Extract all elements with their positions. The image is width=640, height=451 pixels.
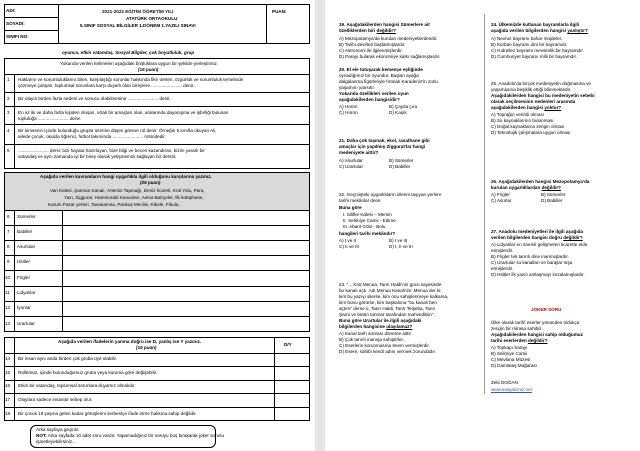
answer-option[interactable]: C) II ve III <box>339 244 359 249</box>
answer-option[interactable]: C) Urartular <box>339 164 363 169</box>
answer-option[interactable]: A) Toprağın verimli olması <box>491 112 545 117</box>
answer-option[interactable]: D) Babiller <box>541 198 563 203</box>
answer-option[interactable]: B) Frigler tek tanrılı dine inanmışlardır. <box>491 254 569 259</box>
negation-keyword: ulaşılamaz? <box>386 324 413 329</box>
question-23-stem: açtım" derse o, Tanrı Haldi, Tanrı Teişeba, Tanrı <box>339 306 436 311</box>
civilization-label: Asurlular <box>17 244 36 249</box>
civilization-points: (25 puan) <box>140 180 161 185</box>
question-21-stem: amaçlar için yapılmış Ziggurat'lar hangi <box>339 144 426 149</box>
word-bank: oyunca, etkin vatandaş, Sosyal Bilgiler, çok boyutluluk, grup <box>62 50 195 55</box>
question-25-stem: aşağıdakilerden hangisi yoktur? <box>491 105 562 110</box>
civilization-table <box>4 210 310 332</box>
fill-in-item-text: çözmeye çalışan, toplumsal sorunlara karşı duyarlı olan bireylere ........................ denir. <box>18 83 195 88</box>
surname-label: SOYADI: <box>6 21 25 26</box>
question-20-stem: yaşamını yansıtır. <box>339 85 375 90</box>
answer-option[interactable]: B) Su kaynaklarının bulunması <box>491 118 554 123</box>
statement-item: III. Abant Gölü - Bolu <box>343 224 386 229</box>
dy-column-header: D/Y <box>284 342 292 347</box>
answer-option[interactable]: D) Hititler ilk yazılı antlaşmayı imzalamışlardır. <box>491 272 585 277</box>
civilization-label: Frigler <box>17 275 31 280</box>
question-number: 1 <box>7 77 10 82</box>
question-20-stem: Yukarıda özellikleri verilen oyun <box>339 91 409 96</box>
question-number: 3 <box>7 110 10 115</box>
question-number: 11 <box>5 290 10 295</box>
question-25-stem: yaşamasına beşiklik ettiği bilinmektedir. <box>491 87 572 92</box>
negation-keyword: değildir? <box>376 28 396 33</box>
question-23-stem: kim bu yazıyı silerse, kim onu sahiplenmeye kalkarsa, <box>339 294 449 299</box>
question-27-stem: 27. Anadolu medeniyetleri ile ilgili aşağıda <box>491 229 583 234</box>
question-23-stem: Şivini ve bütün tanrılar tarafından mahvedilsin". <box>339 312 435 317</box>
answer-option[interactable]: A) Mezopotamya'da kurulan medeniyetlerdendir. <box>339 36 438 41</box>
question-27-stem: verilen bilgilerden hangisi doğru değildir? <box>491 235 583 240</box>
question-26-stem: 26. Aşağıdakilerden hangisi Mezopotamya'da <box>491 179 590 184</box>
answer-option-continued: etmişlerdir. <box>491 248 514 253</box>
question-22-stem: tarihi mekânlar denir. <box>339 198 382 203</box>
exam-title: 5.SINIF SOSYAL BİLGİLER 1.DÖNEM 1.YAZILI SINAVI <box>80 23 196 28</box>
question-22-stem: hangileri tarihi mekândır? <box>339 231 396 236</box>
answer-option[interactable]: A) Frigler <box>491 192 510 197</box>
question-number: 14 <box>5 356 11 361</box>
question-number: 6 <box>7 214 10 219</box>
question-20-stem: 20. El ele tutuşarak kemençe eşliğinde <box>339 67 423 72</box>
question-number: 18 <box>5 411 11 416</box>
note-label: NOT: <box>36 433 47 438</box>
question-number: 5 <box>7 148 10 153</box>
answer-option[interactable]: B) Çayda çıra <box>389 104 418 109</box>
question-19-stem: özelliklerden biri değildir? <box>339 28 396 33</box>
question-23-stem: bilgilerden hangisine ulaşılamaz? <box>339 324 413 329</box>
answer-option[interactable]: B) Tarihi devirleri başlatmışlardır. <box>339 42 406 47</box>
note-text: NOT: Arka sayfada 10 adet soru vardır. Yapamadığınız bir soruyu boş bırakarak joker sorusu <box>36 433 225 438</box>
answer-option[interactable]: C) Urartular su kanalları ve barajlar inşa <box>491 260 573 265</box>
question-number: 4 <box>7 128 10 133</box>
class-no-label: SINIFI NO: <box>6 34 29 39</box>
civilization-label: Hititler <box>17 259 31 264</box>
answer-option[interactable]: D) Damlataş Mağarası <box>491 363 537 368</box>
joker-title: JOKER SORU <box>531 307 562 312</box>
answer-option[interactable]: D) Parayı bularak ekonomiye katkı sağlamışlardır. <box>339 54 441 59</box>
answer-option[interactable]: D) Cumhuriyet bayramı milli bir bayramdır. <box>491 54 578 59</box>
negation-keyword: yanlıştır? <box>567 28 588 33</box>
question-number: 8 <box>7 244 10 249</box>
statement-text: Bir insan aynı anda birden çok gruba üye olabilir. <box>18 356 118 361</box>
question-number: 16 <box>5 383 11 388</box>
fill-in-item-text: Bir kimsenin içinde bulunduğu grupta üzerine düşen göreve rol denir. Örneğin 5.sınıfta okuyan Ali, <box>18 128 217 133</box>
question-19-stem: 19. Aşağıdakilerden hangisi Sümerlere ait <box>339 22 430 27</box>
negation-keyword: değildir? <box>528 338 548 343</box>
answer-option[interactable]: D) Teknolojik çalışmalara uygun olması <box>491 130 571 135</box>
civilization-label: Babiller <box>17 229 33 234</box>
answer-option[interactable]: B) Kurban bayramı dini bir bayramdır. <box>491 42 568 47</box>
answer-option[interactable]: C) Hıdrellez bayramı mevsimlik bir bayramdır. <box>491 48 584 53</box>
exam-page-back <box>325 0 640 451</box>
statement-item: II. Selimiye Camii - Edirne <box>343 218 396 223</box>
question-23-stem: 23. "... Kral Menua, Tanrı Haldi'nin gücü sayesinde <box>339 282 442 287</box>
question-25-stem: 25. Anadolu'da birçok medeniyetin doğmasına ve <box>491 81 591 86</box>
answer-option[interactable]: D) Kaşık <box>389 110 407 115</box>
answer-option[interactable]: B) Selimiye Camii <box>491 351 528 356</box>
fill-in-item-text: Haklarını ve sorumluluklarını bilen, karşılaştığı sorunlar hakkında fikir üreten, özgürlük ve sorumluluk temelinde <box>18 77 244 82</box>
statement-text: Etkin bir vatandaş, toplumsal sorunlara duyarsız olmalıdır. <box>18 383 136 388</box>
question-20-stem: dalgalanma figürleriyle fırtınalı Karadeniz'in zorlu <box>339 79 438 84</box>
fill-in-instruction: Yukarıda verilen kelimeleri aşağıdaki boşluklara uygun bir şekilde yerleştiriniz. <box>60 61 219 66</box>
answer-option[interactable]: A) I ve II <box>339 238 357 243</box>
concept-list-line: Yazı, Ziggurat, Hammurabi Kanunları, Asma Bahçeler, İlk kütüphane, <box>64 195 204 200</box>
question-number: 2 <box>7 96 10 101</box>
statement-text: Olaylara sadece insanlar sebep olur. <box>18 397 93 402</box>
name-label: ADI: <box>6 8 16 13</box>
fill-in-item-text: vatandaş ve aynı zamanda iyi bir birey olarak yetişmemizi sağlayan bir derstir. <box>18 154 177 159</box>
question-22-stem: Buna göre <box>339 205 362 210</box>
school-name: ATATÜRK ORTAOKULU <box>126 16 178 21</box>
author-name: Zeki DOĞAN <box>491 380 518 385</box>
question-26-stem: kurulan uygarlıklardan değildir? <box>491 185 561 190</box>
turn-page-note: Arka sayfaya geçiniz. <box>36 427 80 432</box>
column-divider <box>484 14 485 394</box>
answer-option[interactable]: B) Sümerler <box>541 192 566 197</box>
answer-option[interactable]: C) Eserlerin korunmasına önem vermişlerdir. <box>339 343 430 348</box>
question-number: 10 <box>5 275 11 280</box>
question-25-stem: Aşağıdakilerden hangisi bu medeniyetin sebebi <box>491 93 595 98</box>
civilization-label: Urartular <box>17 321 35 326</box>
fill-in-points: (15 puan) <box>138 67 159 72</box>
joker-question-stem: tarihi eserlerden değildir? <box>491 338 548 343</box>
civilization-instruction: Aşağıda verilen kavramların hangi uygarlıkla ilgili olduğunu karşılarına yazınız. <box>40 174 212 179</box>
negation-keyword: yoktur? <box>544 105 562 110</box>
statement-item: I. Silifke Kalesi – Mersin <box>343 212 392 217</box>
statement-text: Bir çocuk 18 yaşına gelen kadar görüşlerini serbestçe ifade etme hakkına sahip değildir. <box>18 411 197 416</box>
negation-keyword: değildir? <box>541 185 561 190</box>
answer-option[interactable]: D) Babiller <box>389 164 411 169</box>
fill-in-item-text: Bir olayın birden fazla nedeni ve sonucu olabilmesine ........................ denir. <box>18 96 171 101</box>
question-number: 9 <box>7 259 10 264</box>
question-25-stem: olarak seçilmesinin nedenleri arasında <box>491 99 576 104</box>
true-false-points: (15 puan) <box>136 345 157 350</box>
score-label: PUAN: <box>272 9 287 14</box>
concept-list-line: Karum Pazar yerleri, Tavanamna, Pankuş Meclisi, Kibele, Fibula, <box>48 202 180 207</box>
question-24-stem: aşağıda verilen bilgilerden hangisi yanlıştır? <box>491 28 588 33</box>
answer-option[interactable]: A) Horon <box>339 104 358 109</box>
civilization-label: Sümerler <box>17 214 36 219</box>
answer-option[interactable]: D) I, II ve III <box>389 244 413 249</box>
true-false-instruction: Aşağıda verilen ifadelerin yanına doğru ise D, yanlış ise Y yazınız. <box>58 339 202 344</box>
answer-option[interactable]: D) Esere, sahibi kendi adını vermek zorundadır. <box>339 349 437 354</box>
statement-text: Rollümüz, içinde bulunduğumuz gruba veya kuruma göre değişebilir. <box>18 370 158 375</box>
true-false-section <box>4 337 310 421</box>
question-number: 13 <box>5 321 11 326</box>
website-link[interactable]: www.sosyalciniz.net <box>491 387 532 392</box>
answer-option[interactable]: A) Nevruz bayramı bahar müjdeler. <box>491 36 563 41</box>
fill-in-item-text: ........................ dersi; bizi hayata hazırlayan, bize bilgi ve beceri kazandıran, bizim yararlı bir <box>18 148 205 153</box>
joker-question-stem: Ülke olarak tarihî eserler yönünden oldukça <box>491 320 580 325</box>
question-21-stem: 21. Daha çok taşınak, ekol, rasathane gibi <box>339 138 430 143</box>
joker-question-stem: zengin bir mirasa sahibiz. <box>491 326 543 331</box>
fill-in-item-text: topluluğa ........................ denir. <box>18 116 82 121</box>
question-number: 17 <box>5 397 11 402</box>
question-21-stem: medeniyete aittir? <box>339 150 379 155</box>
answer-option[interactable]: C) Astronomi ile ilgilenmişlerdir. <box>339 48 403 53</box>
answer-option[interactable]: C) Asurlar <box>491 198 512 203</box>
question-20-stem: oynadığımız bir oyundur. Başları ayağa <box>339 73 419 78</box>
note-text-continued: işaretleyebilirsiniz... <box>36 439 76 444</box>
concept-list-line: Van Kalesi, Şamran Kanalı, Artemis Tapınağı, Deniz ticareti, Kral Yolu, Para, <box>50 188 205 193</box>
question-20-stem: aşağıdakilerden hangisidir? <box>339 97 400 102</box>
question-23-stem: Buna göre Urartular ile ilgili aşağıdaki <box>339 318 422 323</box>
question-23-stem: bu kanalı açtı. Adı Menua Kanalı'dır. Menua der ki; <box>339 288 442 293</box>
question-number: 15 <box>5 370 11 375</box>
answer-option[interactable]: B) Sümerler <box>389 158 414 163</box>
page-gap <box>315 0 325 451</box>
question-number: 12 <box>5 305 11 310</box>
fill-in-item-text: En az iki ve daha fazla kişiden oluşan, ortak bir amaçları olan, aralarında dayanışma ve işbirliği bulunan <box>18 110 229 115</box>
question-24-stem: 24. Ülkemizde kutlanan bayramlarla ilgili <box>491 22 580 27</box>
answer-option[interactable]: A) Asurlular <box>339 158 363 163</box>
exam-page-front <box>0 0 315 451</box>
fill-in-item-text: ailede çocuk, okulda öğrenci, futbol takımında ........................ rolündedir. <box>18 134 166 139</box>
answer-option[interactable]: C) Horon <box>339 110 358 115</box>
question-number: 7 <box>7 229 10 234</box>
answer-option[interactable]: A) Kanal tarih sonrası döneme aittir. <box>339 331 413 336</box>
joker-question-stem: Aşağıdakilerden hangisi sahip olduğumuz <box>491 332 583 337</box>
civilization-label: İyonlar <box>17 305 31 310</box>
academic-year-title: 2021-2022 EĞİTİM ÖĞRETİM YILI <box>102 9 174 14</box>
answer-option[interactable]: C) Doğal kaynaklarca zengin olması <box>491 124 565 129</box>
question-23-stem: kim bunu görürse, kim başkasına "bu kanalı ben <box>339 300 437 305</box>
negation-keyword: değildir? <box>563 235 583 240</box>
answer-option[interactable]: A) Topkapı Sarayı <box>491 345 528 350</box>
answer-option[interactable]: B) I ve III <box>389 238 408 243</box>
question-22-stem: 22. Geçmişteki uygarlıkların izlerini taşıyan yerlere <box>339 192 442 197</box>
answer-option-continued: etmişlerdir. <box>491 266 514 271</box>
answer-option[interactable]: B) Çok tanrılı inanışa sahiptirler. <box>339 337 405 342</box>
answer-option[interactable]: C) Mevlana Müzesi <box>491 357 531 362</box>
answer-option[interactable]: A) Lidyalılar en önemli gelişmeleri ticarette elde <box>491 242 588 247</box>
civilization-label: Lidyalılar <box>17 290 36 295</box>
